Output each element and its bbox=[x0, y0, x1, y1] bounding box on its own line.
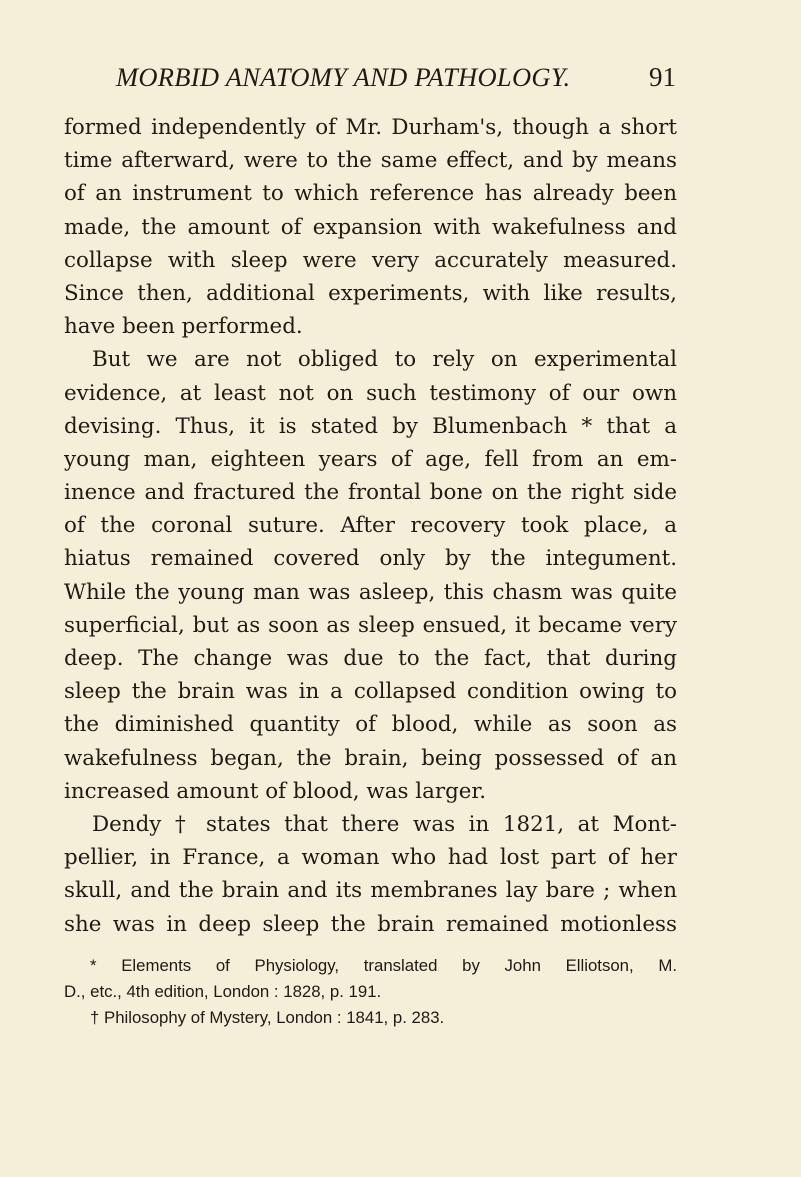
page-number: 91 bbox=[649, 62, 676, 92]
text-line: time afterward, were to the same effect, and by means bbox=[64, 148, 677, 174]
text-line: superficial, but as soon as sleep ensued, it became very bbox=[64, 612, 677, 638]
text-line: she was in deep sleep the brain remained motionless bbox=[64, 911, 677, 937]
text-line: pellier, in France, a woman who had lost part of her bbox=[64, 845, 677, 871]
body-text bbox=[64, 111, 677, 941]
text-line: of the coronal suture. After recovery took place, a bbox=[64, 513, 677, 539]
text-line: But we are not obliged to rely on experimental bbox=[92, 347, 677, 373]
text-line: While the young man was asleep, this chasm was quite bbox=[64, 579, 677, 605]
running-title: MORBID ANATOMY AND PATHOLOGY. bbox=[116, 62, 571, 92]
text-line: have been performed. bbox=[64, 314, 303, 340]
text-line: increased amount of blood, was larger. bbox=[64, 778, 487, 804]
text-line: wakefulness began, the brain, being possessed of an bbox=[64, 745, 677, 771]
text-line: Since then, additional experiments, with like results, bbox=[64, 280, 677, 306]
footnote-line: † Philosophy of Mystery, London : 1841, p. 283. bbox=[90, 1008, 445, 1027]
footnote-line: D., etc., 4th edition, London : 1828, p. 191. bbox=[64, 982, 382, 1001]
text-line: formed independently of Mr. Durham's, though a short bbox=[64, 115, 677, 140]
footnotes bbox=[64, 953, 677, 1031]
text-line: young man, eighteen years of age, fell from an em- bbox=[64, 446, 677, 472]
text-line: inence and fractured the frontal bone on the right side bbox=[64, 480, 677, 506]
text-line: skull, and the brain and its membranes lay bare ; when bbox=[64, 878, 677, 904]
text-line: hiatus remained covered only by the integument. bbox=[64, 546, 677, 572]
text-line: of an instrument to which reference has already been bbox=[64, 181, 677, 207]
text-line: sleep the brain was in a collapsed condition owing to bbox=[64, 679, 677, 705]
text-line: devising. Thus, it is stated by Blumenbach * that a bbox=[64, 413, 677, 439]
text-line: evidence, at least not on such testimony of our own bbox=[64, 380, 677, 406]
text-line: deep. The change was due to the fact, that during bbox=[64, 646, 677, 671]
footnote-line: * Elements of Physiology, translated by John Elliotson, M. bbox=[90, 956, 677, 975]
text-line: made, the amount of expansion with wakefulness and bbox=[64, 214, 677, 240]
text-line: collapse with sleep were very accurately measured. bbox=[64, 247, 677, 273]
text-line: Dendy † states that there was in 1821, at Mont- bbox=[92, 811, 677, 837]
running-head bbox=[116, 62, 676, 102]
text-line: the diminished quantity of blood, while as soon as bbox=[64, 712, 677, 738]
